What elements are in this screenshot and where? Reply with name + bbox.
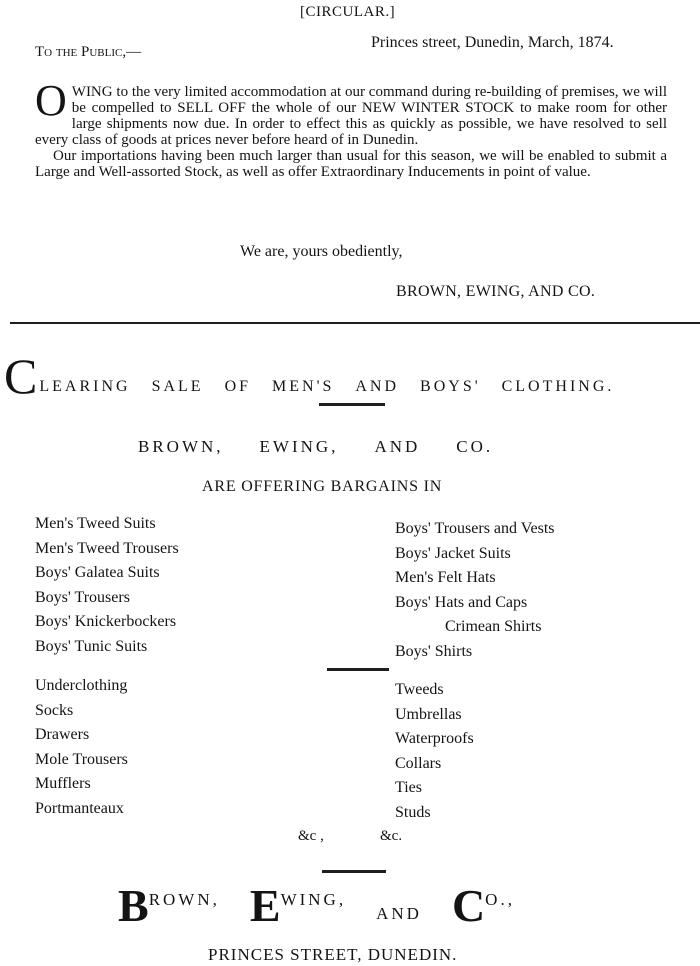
closing-line: We are, yours obediently,: [240, 243, 403, 260]
list-item: Drawers: [35, 726, 90, 743]
list-item: Ties: [395, 779, 422, 796]
list-item: Crimean Shirts: [445, 618, 542, 635]
footer-word-rest: AND: [376, 904, 422, 923]
list-item: Boys' Knickerbockers: [35, 613, 177, 630]
headline-word: MEN'S: [272, 378, 335, 395]
headline: [4, 348, 615, 404]
list-item: Men's Tweed Trousers: [35, 539, 179, 557]
headline-word: BOYS': [420, 378, 481, 395]
salutation: To the Public,—: [35, 44, 142, 60]
headline-word: SALE: [151, 378, 204, 395]
footer-word-rest: ROWN,: [148, 890, 220, 909]
list-item: Boys' Trousers: [35, 588, 130, 606]
footer-word-rest: O.,: [485, 890, 515, 909]
list-item: Umbrellas: [395, 705, 462, 723]
footer-drop-cap: C: [451, 880, 486, 931]
list-item: Boys' Trousers and Vests: [395, 520, 555, 537]
list-item: Boys' Galatea Suits: [35, 564, 160, 581]
firm-word: CO.: [456, 437, 494, 456]
list-item: Tweeds: [395, 681, 444, 698]
short-rule: [322, 870, 386, 873]
right-column-2: [395, 678, 474, 825]
headline-word: AND: [355, 378, 400, 395]
footer-firm-word: [249, 880, 347, 931]
list-item: Portmanteaux: [35, 799, 124, 817]
circular-label: [CIRCULAR.]: [300, 4, 396, 20]
headline-drop-cap: C: [4, 348, 38, 404]
firm-name: [138, 437, 493, 457]
left-column-2: [35, 674, 128, 821]
notice-paragraph-2: Our importations having been much larger than usual for this season, we will be enabled to submit a Large and Well-assorted Stock, as well as offer Extraordinary Inducements in point of value.: [35, 148, 667, 180]
short-rule: [319, 403, 385, 406]
short-rule: [327, 668, 389, 671]
list-item: Boys' Tunic Suits: [35, 637, 148, 655]
footer-firm-name: [118, 880, 515, 931]
list-item: Mole Trousers: [35, 750, 128, 768]
right-column-1: [395, 517, 555, 664]
dateline: Princes street, Dunedin, March, 1874.: [371, 34, 614, 51]
list-item: Studs: [395, 803, 431, 821]
list-item: Waterproofs: [395, 730, 474, 747]
footer-address: PRINCES STREET, DUNEDIN.: [208, 945, 458, 964]
signature: BROWN, EWING, AND CO.: [396, 283, 596, 300]
headline-word: OF: [224, 378, 252, 395]
footer-firm-word: [376, 890, 422, 924]
left-column-1: [35, 512, 179, 659]
footer-word-rest: WING,: [280, 890, 347, 909]
list-item: Socks: [35, 701, 74, 719]
etc-right: &c.: [380, 828, 403, 844]
firm-word: EWING,: [259, 437, 339, 456]
section-divider: [10, 322, 700, 324]
notice-body: [35, 76, 667, 180]
headline-word: LEARING: [39, 378, 131, 395]
paragraph-1-text: WING to the very limited accommodation at our command during re-building of premises, we will be compelled to SELL OFF the whole of our NEW WINTER STOCK to make room for other large shipments now due. In order to effect this as quickly as possible, we have resolved to sell every class of goods at prices never before heard of in Dunedin.: [35, 84, 667, 148]
footer-firm-word: [118, 880, 220, 931]
footer-firm-word: [451, 880, 515, 931]
footer-drop-cap: E: [249, 880, 281, 931]
list-item: Boys' Shirts: [395, 642, 473, 660]
notice-paragraph-1: [35, 76, 667, 148]
list-item: Boys' Hats and Caps: [395, 593, 528, 611]
drop-cap: O: [35, 76, 67, 125]
list-item: Men's Felt Hats: [395, 569, 496, 586]
firm-word: BROWN,: [138, 437, 224, 456]
etc-left: &c ,: [298, 828, 324, 844]
headline-words: [39, 378, 614, 396]
firm-word: AND: [374, 437, 421, 456]
list-item: Men's Tweed Suits: [35, 515, 156, 532]
offering-line: ARE OFFERING BARGAINS IN: [202, 478, 443, 495]
list-item: Underclothing: [35, 677, 128, 694]
list-item: Mufflers: [35, 775, 91, 792]
list-item: Boys' Jacket Suits: [395, 544, 511, 562]
list-item: Collars: [395, 754, 442, 772]
footer-drop-cap: B: [118, 880, 149, 931]
headline-word: CLOTHING.: [501, 378, 615, 395]
